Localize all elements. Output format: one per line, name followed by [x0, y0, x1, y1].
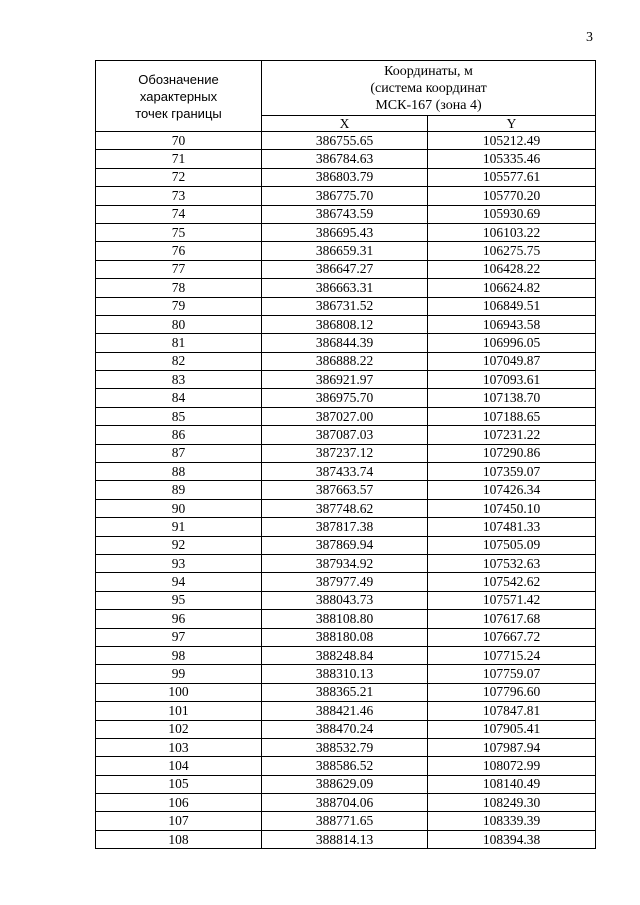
x-coordinate-cell: 386775.70 — [262, 187, 428, 205]
x-coordinate-cell: 386784.63 — [262, 150, 428, 168]
x-coordinate-cell: 387817.38 — [262, 518, 428, 536]
y-coordinate-cell: 108339.39 — [428, 812, 596, 830]
x-coordinate-cell: 388421.46 — [262, 702, 428, 720]
x-coordinate-cell: 388470.24 — [262, 720, 428, 738]
point-number-cell: 81 — [96, 334, 262, 352]
x-coordinate-cell: 388814.13 — [262, 830, 428, 848]
x-coordinate-cell: 388629.09 — [262, 775, 428, 793]
coordinates-header-line-1: Координаты, м — [384, 63, 473, 79]
y-coordinate-cell: 107359.07 — [428, 463, 596, 481]
table-row — [96, 168, 596, 186]
x-coordinate-cell: 388532.79 — [262, 738, 428, 756]
y-coordinate-cell: 105577.61 — [428, 168, 596, 186]
table-row — [96, 334, 596, 352]
point-number-cell: 100 — [96, 683, 262, 701]
point-number-cell: 105 — [96, 775, 262, 793]
table-row — [96, 573, 596, 591]
table-row — [96, 260, 596, 278]
x-coordinate-cell: 386647.27 — [262, 260, 428, 278]
y-coordinate-cell: 105770.20 — [428, 187, 596, 205]
y-column-header: Y — [428, 116, 596, 132]
point-number-cell: 75 — [96, 223, 262, 241]
x-coordinate-cell: 388310.13 — [262, 665, 428, 683]
x-coordinate-cell: 386808.12 — [262, 315, 428, 333]
x-coordinate-cell: 388248.84 — [262, 646, 428, 664]
point-designation-line-1: Обозначение — [138, 71, 219, 87]
point-number-cell: 104 — [96, 757, 262, 775]
table-row — [96, 812, 596, 830]
point-number-cell: 103 — [96, 738, 262, 756]
table-row — [96, 720, 596, 738]
x-coordinate-cell: 386663.31 — [262, 279, 428, 297]
table-row — [96, 628, 596, 646]
x-column-header: X — [262, 116, 428, 132]
point-number-cell: 76 — [96, 242, 262, 260]
y-coordinate-cell: 106428.22 — [428, 260, 596, 278]
table-row — [96, 150, 596, 168]
point-number-cell: 94 — [96, 573, 262, 591]
y-coordinate-cell: 108394.38 — [428, 830, 596, 848]
table-row — [96, 352, 596, 370]
x-coordinate-cell: 386975.70 — [262, 389, 428, 407]
point-number-cell: 72 — [96, 168, 262, 186]
point-number-cell: 83 — [96, 371, 262, 389]
point-designation-header — [96, 61, 262, 132]
point-number-cell: 73 — [96, 187, 262, 205]
x-coordinate-cell: 388586.52 — [262, 757, 428, 775]
y-coordinate-cell: 107571.42 — [428, 591, 596, 609]
point-number-cell: 82 — [96, 352, 262, 370]
table-row — [96, 389, 596, 407]
x-coordinate-cell: 386743.59 — [262, 205, 428, 223]
table-row — [96, 757, 596, 775]
coordinates-header-line-2: (система координат — [370, 80, 487, 96]
y-coordinate-cell: 106996.05 — [428, 334, 596, 352]
coordinates-table — [95, 60, 596, 849]
point-number-cell: 91 — [96, 518, 262, 536]
point-number-cell: 74 — [96, 205, 262, 223]
x-coordinate-cell: 387237.12 — [262, 444, 428, 462]
table-row — [96, 610, 596, 628]
table-row — [96, 187, 596, 205]
point-designation-line-3: точек границы — [135, 105, 222, 121]
y-coordinate-cell: 106943.58 — [428, 315, 596, 333]
x-coordinate-cell: 386695.43 — [262, 223, 428, 241]
x-coordinate-cell: 387087.03 — [262, 426, 428, 444]
point-number-cell: 90 — [96, 499, 262, 517]
x-coordinate-cell: 388108.80 — [262, 610, 428, 628]
table-row — [96, 426, 596, 444]
point-number-cell: 87 — [96, 444, 262, 462]
y-coordinate-cell: 107847.81 — [428, 702, 596, 720]
x-coordinate-cell: 387977.49 — [262, 573, 428, 591]
x-coordinate-cell: 387934.92 — [262, 554, 428, 572]
x-coordinate-cell: 386888.22 — [262, 352, 428, 370]
point-number-cell: 77 — [96, 260, 262, 278]
y-coordinate-cell: 108140.49 — [428, 775, 596, 793]
y-coordinate-cell: 107532.63 — [428, 554, 596, 572]
point-number-cell: 96 — [96, 610, 262, 628]
y-coordinate-cell: 107505.09 — [428, 536, 596, 554]
point-number-cell: 92 — [96, 536, 262, 554]
y-coordinate-cell: 106103.22 — [428, 223, 596, 241]
x-coordinate-cell: 388704.06 — [262, 794, 428, 812]
point-designation-line-2: характерных — [139, 88, 218, 104]
point-number-cell: 80 — [96, 315, 262, 333]
x-coordinate-cell: 388365.21 — [262, 683, 428, 701]
table-row — [96, 279, 596, 297]
y-coordinate-cell: 107759.07 — [428, 665, 596, 683]
table-row — [96, 702, 596, 720]
x-coordinate-cell: 388043.73 — [262, 591, 428, 609]
table-row — [96, 297, 596, 315]
point-number-cell: 70 — [96, 132, 262, 150]
y-coordinate-cell: 107905.41 — [428, 720, 596, 738]
point-number-cell: 71 — [96, 150, 262, 168]
table-row — [96, 536, 596, 554]
x-coordinate-cell: 386755.65 — [262, 132, 428, 150]
point-number-cell: 85 — [96, 407, 262, 425]
y-coordinate-cell: 107138.70 — [428, 389, 596, 407]
y-coordinate-cell: 107093.61 — [428, 371, 596, 389]
table-row — [96, 646, 596, 664]
point-number-cell: 93 — [96, 554, 262, 572]
page-number: 3 — [586, 30, 593, 45]
y-coordinate-cell: 107715.24 — [428, 646, 596, 664]
table-row — [96, 132, 596, 150]
point-number-cell: 78 — [96, 279, 262, 297]
y-coordinate-cell: 107231.22 — [428, 426, 596, 444]
x-coordinate-cell: 388771.65 — [262, 812, 428, 830]
table-row — [96, 683, 596, 701]
y-coordinate-cell: 107987.94 — [428, 738, 596, 756]
table-row — [96, 591, 596, 609]
point-number-cell: 97 — [96, 628, 262, 646]
point-number-cell: 106 — [96, 794, 262, 812]
x-coordinate-cell: 387869.94 — [262, 536, 428, 554]
table-header — [96, 61, 596, 132]
point-number-cell: 107 — [96, 812, 262, 830]
y-coordinate-cell: 106849.51 — [428, 297, 596, 315]
point-number-cell: 99 — [96, 665, 262, 683]
point-number-cell: 98 — [96, 646, 262, 664]
table-row — [96, 407, 596, 425]
table-row — [96, 463, 596, 481]
table-row — [96, 242, 596, 260]
y-coordinate-cell: 107049.87 — [428, 352, 596, 370]
y-coordinate-cell: 105212.49 — [428, 132, 596, 150]
x-coordinate-cell: 386803.79 — [262, 168, 428, 186]
point-number-cell: 95 — [96, 591, 262, 609]
y-coordinate-cell: 105930.69 — [428, 205, 596, 223]
x-coordinate-cell: 386921.97 — [262, 371, 428, 389]
point-number-cell: 101 — [96, 702, 262, 720]
table-row — [96, 315, 596, 333]
y-coordinate-cell: 107542.62 — [428, 573, 596, 591]
y-coordinate-cell: 107667.72 — [428, 628, 596, 646]
y-coordinate-cell: 107450.10 — [428, 499, 596, 517]
y-coordinate-cell: 108249.30 — [428, 794, 596, 812]
table-row — [96, 499, 596, 517]
coordinates-header-line-3: МСК-167 (зона 4) — [375, 97, 482, 113]
y-coordinate-cell: 106275.75 — [428, 242, 596, 260]
table-row — [96, 830, 596, 848]
point-number-cell: 89 — [96, 481, 262, 499]
y-coordinate-cell: 107290.86 — [428, 444, 596, 462]
point-number-cell: 86 — [96, 426, 262, 444]
x-coordinate-cell: 387027.00 — [262, 407, 428, 425]
table-row — [96, 738, 596, 756]
x-coordinate-cell: 388180.08 — [262, 628, 428, 646]
table-row — [96, 518, 596, 536]
y-coordinate-cell: 107426.34 — [428, 481, 596, 499]
y-coordinate-cell: 108072.99 — [428, 757, 596, 775]
table-row — [96, 205, 596, 223]
x-coordinate-cell: 387663.57 — [262, 481, 428, 499]
y-coordinate-cell: 107617.68 — [428, 610, 596, 628]
coordinates-group-header — [262, 61, 596, 116]
y-coordinate-cell: 107188.65 — [428, 407, 596, 425]
y-coordinate-cell: 107481.33 — [428, 518, 596, 536]
point-number-cell: 84 — [96, 389, 262, 407]
y-coordinate-cell: 106624.82 — [428, 279, 596, 297]
table-row — [96, 371, 596, 389]
point-number-cell: 79 — [96, 297, 262, 315]
table-row — [96, 444, 596, 462]
x-coordinate-cell: 386659.31 — [262, 242, 428, 260]
x-coordinate-cell: 387433.74 — [262, 463, 428, 481]
point-number-cell: 108 — [96, 830, 262, 848]
table-row — [96, 554, 596, 572]
y-coordinate-cell: 107796.60 — [428, 683, 596, 701]
x-coordinate-cell: 386844.39 — [262, 334, 428, 352]
x-coordinate-cell: 386731.52 — [262, 297, 428, 315]
y-coordinate-cell: 105335.46 — [428, 150, 596, 168]
table-row — [96, 665, 596, 683]
x-coordinate-cell: 387748.62 — [262, 499, 428, 517]
table-row — [96, 481, 596, 499]
table-row — [96, 223, 596, 241]
table-row — [96, 775, 596, 793]
table-row — [96, 794, 596, 812]
table-body — [96, 132, 596, 849]
point-number-cell: 102 — [96, 720, 262, 738]
point-number-cell: 88 — [96, 463, 262, 481]
